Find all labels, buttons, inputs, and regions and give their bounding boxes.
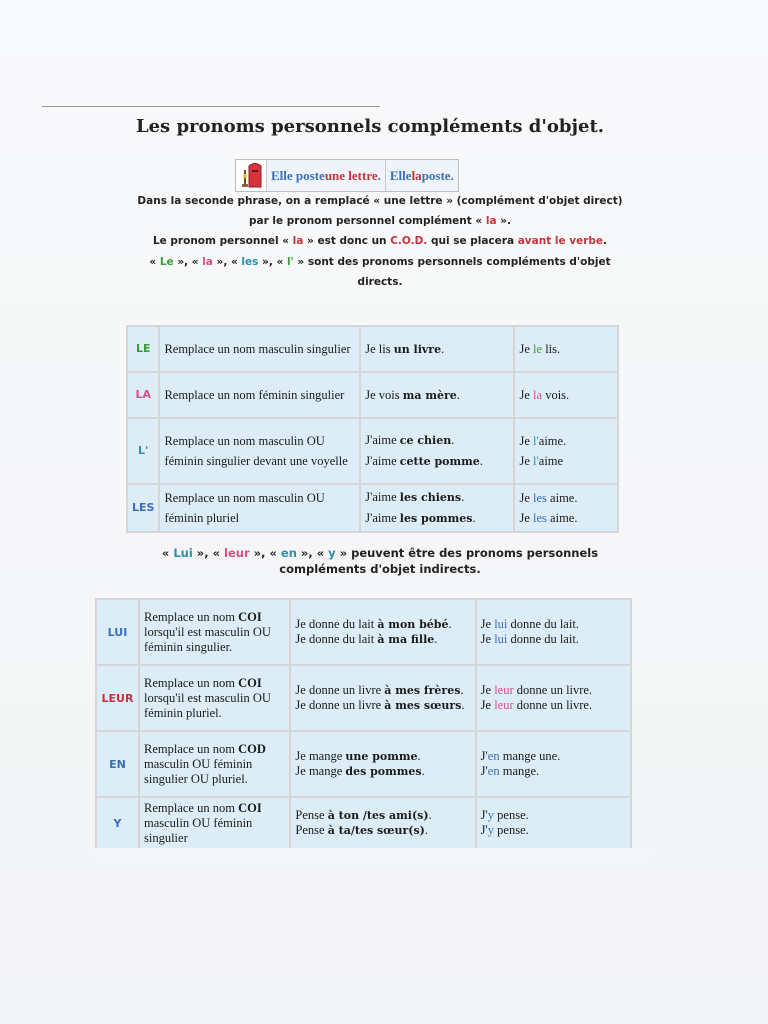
description-cell: Remplace un nom féminin singulier xyxy=(159,372,360,418)
result-cell: Je leur donne un livre. Je leur donne un livre. xyxy=(476,665,631,731)
table-row xyxy=(127,484,618,532)
result-cell: Je lui donne du lait. Je lui donne du lait. xyxy=(476,599,631,665)
pronoun-cell: LES xyxy=(127,484,159,532)
intro-line-4: « Le », « la », « les », « l' » sont des pronoms personnels compléments d'objet xyxy=(149,256,611,268)
example-cell: J'aime les chiens. J'aime les pommes. xyxy=(360,484,514,532)
description-cell: Remplace un nom COI lorsqu'il est masculin OU féminin singulier. xyxy=(139,599,290,665)
top-rule xyxy=(42,106,380,107)
example-cell: J'aime ce chien. J'aime cette pomme. xyxy=(360,418,514,484)
pronoun-cell: LE xyxy=(127,326,159,372)
intro-line-2: par le pronom personnel complément « la ». xyxy=(248,215,511,227)
example-cell: Je donne du lait à mon bébé. Je donne du lait à ma fille. xyxy=(290,599,475,665)
indirect-heading: « Lui », « leur », « en », « y » peuvent être des pronoms personnels compléments d'objet indirects. xyxy=(161,546,599,576)
indirect-pronouns-table xyxy=(95,598,632,850)
table-row xyxy=(96,797,631,849)
example-cell: Pense à ton /tes ami(s). Pense à ta/tes sœur(s). xyxy=(290,797,475,849)
result-cell: J'en mange une. J'en mange. xyxy=(476,731,631,797)
intro-line-1: Dans la seconde phrase, on a remplacé « une lettre » (complément d'objet direct) xyxy=(137,195,623,207)
description-cell: Remplace un nom COD masculin OU féminin singulier OU pluriel. xyxy=(139,731,290,797)
result-cell: J'y pense. J'y pense. xyxy=(476,797,631,849)
table-row xyxy=(96,731,631,797)
table-row xyxy=(127,418,618,484)
intro-line-3: Le pronom personnel « la » est donc un C.O.D. qui se placera avant le verbe. xyxy=(152,235,608,247)
direct-pronouns-table xyxy=(126,325,619,533)
description-cell: Remplace un nom masculin singulier xyxy=(159,326,360,372)
page-title: Les pronoms personnels compléments d'objet. xyxy=(135,116,605,137)
table-row xyxy=(127,372,618,418)
pronoun-cell: LUI xyxy=(96,599,139,665)
page-cutoff xyxy=(90,848,650,858)
example-sentence-2: Elle la poste. xyxy=(385,160,458,191)
example-cell: Je mange une pomme. Je mange des pommes. xyxy=(290,731,475,797)
pronoun-cell: EN xyxy=(96,731,139,797)
description-cell: Remplace un nom masculin OU féminin singulier devant une voyelle xyxy=(159,418,360,484)
intro-line-5: directs. xyxy=(357,276,403,288)
mailbox-icon xyxy=(236,160,266,191)
table-row xyxy=(127,326,618,372)
pronoun-cell: LEUR xyxy=(96,665,139,731)
pronoun-cell: LA xyxy=(127,372,159,418)
result-cell: Je les aime. Je les aime. xyxy=(514,484,618,532)
result-cell: Je le lis. xyxy=(514,326,618,372)
result-cell: Je la vois. xyxy=(514,372,618,418)
description-cell: Remplace un nom COI lorsqu'il est masculin OU féminin pluriel. xyxy=(139,665,290,731)
example-cell: Je lis un livre. xyxy=(360,326,514,372)
pronoun-cell: L' xyxy=(127,418,159,484)
result-cell: Je l'aime. Je l'aime xyxy=(514,418,618,484)
example-cell: Je vois ma mère. xyxy=(360,372,514,418)
example-sentence-1: Elle poste une lettre . xyxy=(266,160,385,191)
table-row xyxy=(96,665,631,731)
description-cell: Remplace un nom COI masculin OU féminin singulier xyxy=(139,797,290,849)
table-row xyxy=(96,599,631,665)
example-cell: Je donne un livre à mes frères. Je donne un livre à mes sœurs. xyxy=(290,665,475,731)
example-box xyxy=(235,159,459,192)
pronoun-cell: Y xyxy=(96,797,139,849)
description-cell: Remplace un nom masculin OU féminin pluriel xyxy=(159,484,360,532)
